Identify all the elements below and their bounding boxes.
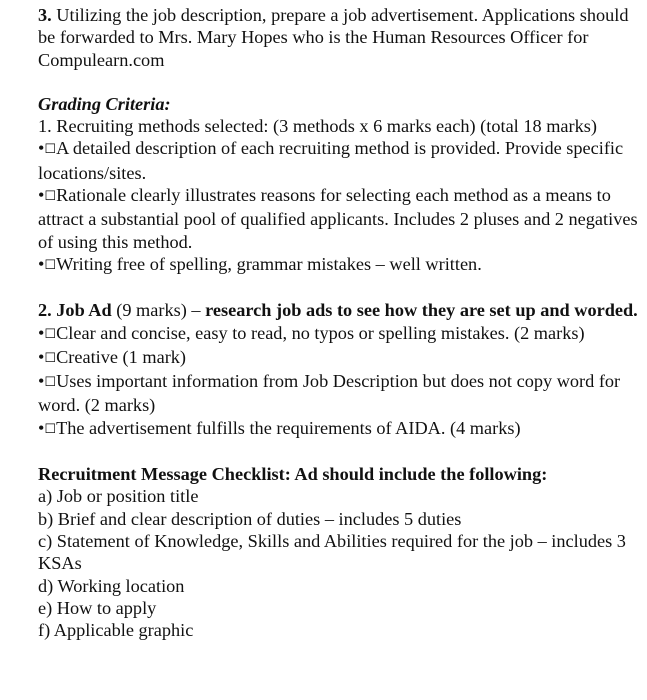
section1-bullet-2	[38, 184, 638, 253]
checklist-item-b: b) Brief and clear description of duties – includes 5 duties	[38, 508, 462, 529]
checkbox-icon: ☐	[44, 375, 57, 391]
bullet-icon: •	[38, 253, 45, 274]
bullet-text: Rationale clearly illustrates reasons for selecting each method as a means to attract a substantial pool of qualified applicants. Includes 2 pluses and 2 negatives of using this method.	[38, 185, 638, 252]
section1-heading: 1. Recruiting methods selected: (3 methods x 6 marks each) (total 18 marks)	[38, 116, 597, 137]
bullet-icon: •	[38, 371, 45, 392]
bullet-text: Creative (1 mark)	[56, 346, 187, 367]
section2-heading-bold-end: research job ads to see how they are set up and worded.	[205, 300, 638, 321]
checkbox-icon: ☐	[44, 421, 57, 437]
section2-bullet-4	[38, 417, 638, 441]
task-paragraph	[38, 4, 638, 71]
section2-heading-bold-start: 2. Job Ad	[38, 300, 112, 321]
section2-bullet-3	[38, 370, 638, 417]
section2-heading	[38, 299, 638, 321]
task-number: 3.	[38, 5, 52, 25]
checklist-item-e: e) How to apply	[38, 597, 157, 618]
section1-bullet-1	[38, 137, 638, 184]
checklist-heading	[38, 463, 638, 485]
bullet-text: Clear and concise, easy to read, no typos or spelling mistakes. (2 marks)	[56, 322, 585, 343]
bullet-text: Uses important information from Job Description but does not copy word for word. (2 marks)	[38, 371, 621, 416]
task-text: Utilizing the job description, prepare a job advertisement. Applications should be forwarded to Mrs. Mary Hopes who is the Human Resources Officer for Compulearn.com	[38, 5, 629, 70]
checkbox-icon: ☐	[44, 142, 57, 158]
checkbox-icon: ☐	[44, 350, 57, 366]
checklist-item-d: d) Working location	[38, 575, 185, 596]
grading-criteria-title: Grading Criteria:	[38, 93, 171, 114]
checklist-item-c: c) Statement of Knowledge, Skills and Abilities required for the job – includes 3 KSAs	[38, 530, 626, 574]
checklist-item-f: f) Applicable graphic	[38, 620, 194, 641]
bullet-text: Writing free of spelling, grammar mistakes – well written.	[56, 253, 482, 274]
spacer	[38, 277, 638, 299]
section2-heading-marks: (9 marks) –	[111, 300, 206, 321]
bullet-icon: •	[38, 322, 45, 343]
bullet-icon: •	[38, 138, 45, 159]
spacer	[38, 441, 638, 463]
bullet-icon: •	[38, 417, 45, 438]
document-body	[38, 4, 638, 641]
bullet-icon: •	[38, 346, 45, 367]
spacer	[38, 71, 638, 93]
bullet-text: A detailed description of each recruiting method is provided. Provide specific locations/sites.	[38, 138, 624, 183]
checklist-item-a: a) Job or position title	[38, 486, 199, 507]
bullet-text: The advertisement fulfills the requirements of AIDA. (4 marks)	[56, 417, 521, 438]
bullet-icon: •	[38, 185, 45, 206]
section2-bullet-1	[38, 322, 638, 346]
section2-bullet-2	[38, 346, 638, 370]
checkbox-icon: ☐	[44, 257, 57, 273]
checkbox-icon: ☐	[44, 189, 57, 205]
checklist-heading-text: Recruitment Message Checklist: Ad should include the following:	[38, 464, 548, 485]
section1-bullet-3	[38, 253, 638, 277]
checkbox-icon: ☐	[44, 326, 57, 342]
